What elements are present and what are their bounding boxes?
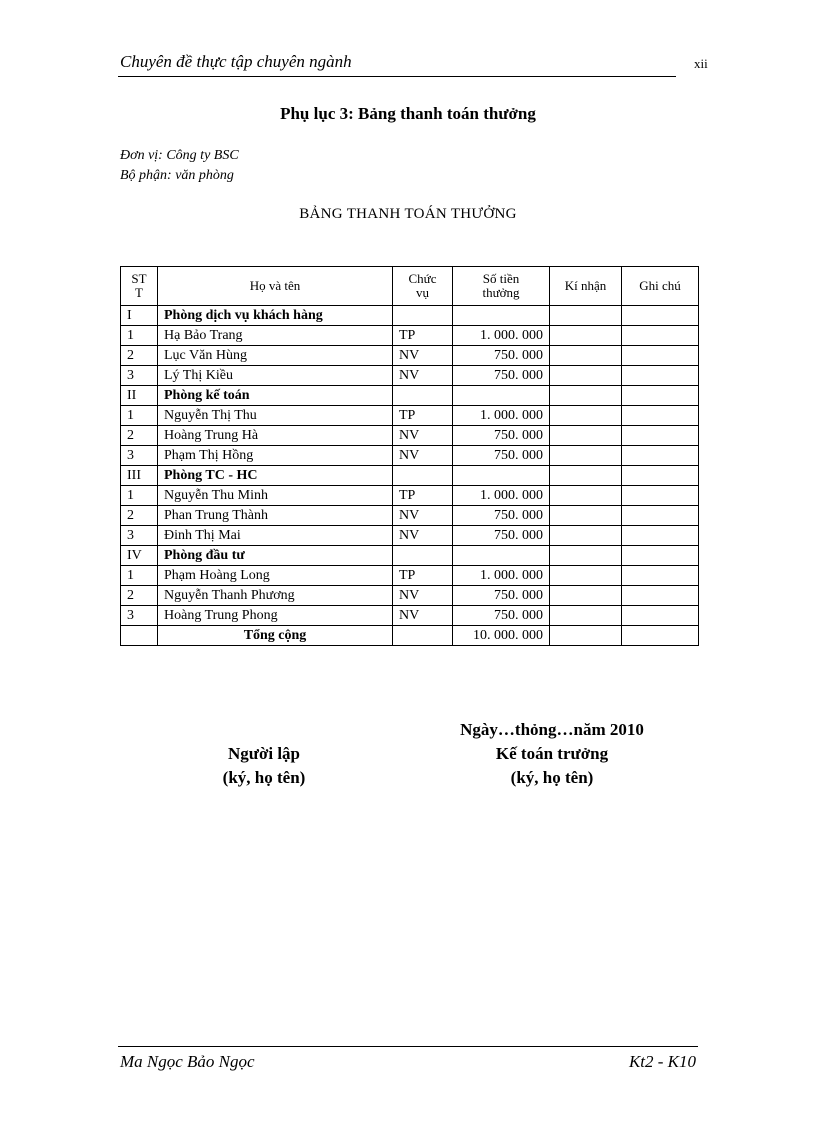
footer-author: Ma Ngọc Bảo Ngọc xyxy=(120,1052,255,1071)
table-row xyxy=(121,526,699,546)
cell-signature xyxy=(550,586,622,606)
cell-note xyxy=(622,346,699,366)
header-divider xyxy=(118,76,676,77)
date-line: Ngày…thỏng…năm 2010 xyxy=(460,720,644,739)
table-title: BẢNG THANH TOÁN THƯỞNG xyxy=(299,206,517,222)
cell-name: Phạm Thị Hồng xyxy=(158,446,393,466)
cell-amount: 750. 000 xyxy=(453,506,550,526)
cell-amount: 750. 000 xyxy=(453,526,550,546)
cell-name: Nguyễn Thanh Phương xyxy=(158,586,393,606)
cell-note xyxy=(622,326,699,346)
cell-signature xyxy=(550,346,622,366)
cell-position: NV xyxy=(393,426,453,446)
cell-position xyxy=(393,466,453,486)
bonus-table xyxy=(120,266,699,646)
preparer-title: Người lập xyxy=(227,744,301,763)
cell-note xyxy=(622,466,699,486)
table-row xyxy=(121,326,699,346)
cell-signature xyxy=(550,526,622,546)
header-position: Chức vụ xyxy=(393,267,453,306)
cell-signature xyxy=(550,566,622,586)
cell-note xyxy=(622,506,699,526)
cell-name: Tổng cộng xyxy=(158,626,393,646)
table-row xyxy=(121,566,699,586)
cell-position: TP xyxy=(393,486,453,506)
cell-stt: 3 xyxy=(121,526,158,546)
table-row xyxy=(121,586,699,606)
cell-stt: 2 xyxy=(121,586,158,606)
cell-note xyxy=(622,566,699,586)
cell-amount: 750. 000 xyxy=(453,346,550,366)
cell-amount: 1. 000. 000 xyxy=(453,326,550,346)
cell-amount: 750. 000 xyxy=(453,606,550,626)
cell-position xyxy=(393,306,453,326)
cell-note xyxy=(622,626,699,646)
cell-amount: 750. 000 xyxy=(453,446,550,466)
cell-stt: 1 xyxy=(121,326,158,346)
group-row xyxy=(121,306,699,326)
cell-signature xyxy=(550,306,622,326)
cell-stt: 3 xyxy=(121,446,158,466)
chief-accountant-note: (ký, họ tên) xyxy=(510,768,594,787)
cell-note xyxy=(622,446,699,466)
cell-name: Đinh Thị Mai xyxy=(158,526,393,546)
table-row xyxy=(121,506,699,526)
header-signature: Kí nhận xyxy=(550,267,622,306)
header-amount: Số tiền thưởng xyxy=(453,267,550,306)
cell-note xyxy=(622,426,699,446)
cell-amount xyxy=(453,306,550,326)
table-row xyxy=(121,426,699,446)
cell-name: Phòng dịch vụ khách hàng xyxy=(158,306,393,326)
footer-class: Kt2 - K10 xyxy=(628,1052,696,1071)
header-note: Ghi chú xyxy=(622,267,699,306)
cell-amount: 750. 000 xyxy=(453,426,550,446)
preparer-signature xyxy=(184,742,344,790)
cell-amount: 10. 000. 000 xyxy=(453,626,550,646)
group-row xyxy=(121,546,699,566)
chief-accountant-title: Kế toán trưởng xyxy=(495,744,609,763)
cell-name: Hạ Bảo Trang xyxy=(158,326,393,346)
cell-position xyxy=(393,626,453,646)
cell-name: Lục Văn Hùng xyxy=(158,346,393,366)
chief-accountant-signature xyxy=(420,718,684,790)
cell-note xyxy=(622,306,699,326)
cell-amount: 1. 000. 000 xyxy=(453,566,550,586)
cell-name: Nguyễn Thị Thu xyxy=(158,406,393,426)
cell-position xyxy=(393,386,453,406)
appendix-title: Phụ lục 3: Bảng thanh toán thưởng xyxy=(280,104,536,123)
cell-position: TP xyxy=(393,566,453,586)
cell-amount xyxy=(453,546,550,566)
cell-name: Lý Thị Kiều xyxy=(158,366,393,386)
cell-name: Phòng kế toán xyxy=(158,386,393,406)
cell-signature xyxy=(550,326,622,346)
cell-position: NV xyxy=(393,606,453,626)
cell-position: TP xyxy=(393,406,453,426)
cell-stt: II xyxy=(121,386,158,406)
table-row xyxy=(121,446,699,466)
cell-name: Hoàng Trung Phong xyxy=(158,606,393,626)
cell-name: Phòng TC - HC xyxy=(158,466,393,486)
cell-signature xyxy=(550,606,622,626)
cell-note xyxy=(622,546,699,566)
footer-divider xyxy=(118,1046,698,1047)
table-header-row xyxy=(121,267,699,306)
cell-name: Phạm Hoàng Long xyxy=(158,566,393,586)
cell-name: Nguyễn Thu Minh xyxy=(158,486,393,506)
table-row xyxy=(121,366,699,386)
page-number: xii xyxy=(694,56,708,71)
total-row xyxy=(121,626,699,646)
cell-position: NV xyxy=(393,346,453,366)
cell-amount xyxy=(453,466,550,486)
cell-amount: 750. 000 xyxy=(453,586,550,606)
cell-stt: 2 xyxy=(121,426,158,446)
cell-signature xyxy=(550,486,622,506)
cell-stt: 1 xyxy=(121,566,158,586)
cell-note xyxy=(622,526,699,546)
org-department: Bộ phận: văn phòng xyxy=(120,168,234,183)
cell-stt xyxy=(121,626,158,646)
cell-position xyxy=(393,546,453,566)
table-row xyxy=(121,346,699,366)
group-row xyxy=(121,386,699,406)
cell-stt: 3 xyxy=(121,366,158,386)
cell-stt: 1 xyxy=(121,486,158,506)
cell-position: NV xyxy=(393,366,453,386)
cell-signature xyxy=(550,426,622,446)
table-row xyxy=(121,486,699,506)
cell-amount xyxy=(453,386,550,406)
cell-stt: I xyxy=(121,306,158,326)
cell-position: NV xyxy=(393,446,453,466)
cell-name: Phòng đầu tư xyxy=(158,546,393,566)
cell-note xyxy=(622,366,699,386)
cell-note xyxy=(622,386,699,406)
cell-position: NV xyxy=(393,586,453,606)
group-row xyxy=(121,466,699,486)
header-name: Họ và tên xyxy=(158,267,393,306)
table-row xyxy=(121,606,699,626)
cell-signature xyxy=(550,386,622,406)
cell-stt: IV xyxy=(121,546,158,566)
cell-note xyxy=(622,586,699,606)
cell-signature xyxy=(550,506,622,526)
cell-stt: 3 xyxy=(121,606,158,626)
cell-position: NV xyxy=(393,526,453,546)
cell-stt: 2 xyxy=(121,346,158,366)
cell-stt: 2 xyxy=(121,506,158,526)
org-unit: Đơn vị: Công ty BSC xyxy=(120,148,239,163)
cell-note xyxy=(622,406,699,426)
cell-amount: 1. 000. 000 xyxy=(453,486,550,506)
cell-name: Phan Trung Thành xyxy=(158,506,393,526)
cell-note xyxy=(622,486,699,506)
table-body xyxy=(121,306,699,646)
cell-signature xyxy=(550,406,622,426)
cell-name: Hoàng Trung Hà xyxy=(158,426,393,446)
cell-signature xyxy=(550,446,622,466)
header-title: Chuyên đề thực tập chuyên ngành xyxy=(120,52,352,71)
cell-note xyxy=(622,606,699,626)
cell-stt: III xyxy=(121,466,158,486)
cell-signature xyxy=(550,466,622,486)
cell-amount: 1. 000. 000 xyxy=(453,406,550,426)
preparer-note: (ký, họ tên) xyxy=(222,768,306,787)
cell-signature xyxy=(550,626,622,646)
cell-signature xyxy=(550,546,622,566)
cell-position: TP xyxy=(393,326,453,346)
header-stt: ST T xyxy=(121,267,158,306)
table-row xyxy=(121,406,699,426)
cell-stt: 1 xyxy=(121,406,158,426)
cell-signature xyxy=(550,366,622,386)
cell-position: NV xyxy=(393,506,453,526)
cell-amount: 750. 000 xyxy=(453,366,550,386)
